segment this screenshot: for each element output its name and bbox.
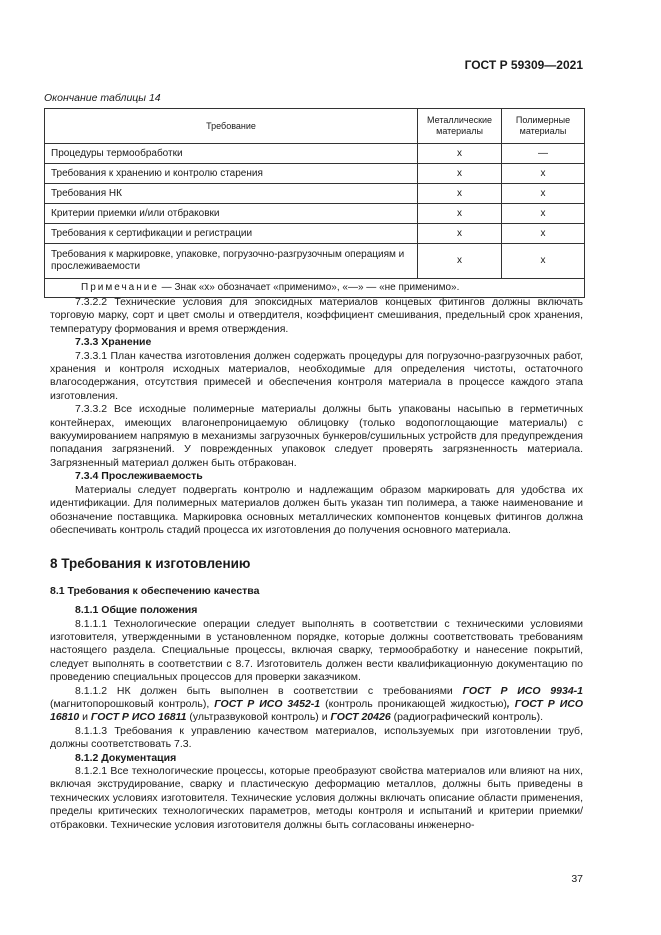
table-caption: Окончание таблицы 14 — [44, 92, 161, 104]
metal-cell: x — [418, 164, 502, 184]
column-header-metal: Металлические материалы — [418, 109, 502, 144]
text-run: (контроль проникающей жидкостью) — [320, 697, 507, 710]
standard-reference: , ГОСТ Р ИСО 16810 — [50, 697, 584, 724]
requirement-cell: Требования к хранению и контролю старения — [45, 164, 418, 184]
standard-reference: ГОСТ Р ИСО 3452-1 — [214, 697, 321, 710]
paragraph-7-3-4: Материалы следует подвергать контролю и надлежащим образом маркировать для удобства их идентификации. Для полимерных материалов должен быть указан тип полимера, а также наименование и обозначение поставщика. Маркировка основных металлических компонентов концевых фитингов должна обеспечивать контроль стадий процесса их изготовления до получения основного материала. — [50, 483, 583, 536]
column-header-polymer: Полимерные материалы — [502, 109, 585, 144]
paragraph-7-3-2-2: 7.3.2.2 Технические условия для эпоксидных материалов концевых фитингов должны включать торговую марку, сорт и цвет смолы и отвердителя, коэффициент смешивания, предельный срок хранения, температуру формования и время отверждения. — [50, 296, 583, 335]
section-heading-8: 8 Требования к изготовлению — [50, 556, 251, 572]
note-label: Примечание — [81, 282, 159, 293]
text-run: и — [79, 711, 91, 724]
requirement-cell: Процедуры термообработки — [45, 144, 418, 164]
table-note — [45, 279, 585, 298]
requirements-table — [44, 108, 585, 298]
paragraph-7-3-3-2: 7.3.3.2 Все исходные полимерные материалы должны быть упакованы насыпью в герметичных контейнерах, имеющих влагонепроницаемую облицовку (только водопоглощающие материалы) с вакуумированием напрямую в механизмы загрузочных бункеров/сушильных устройств для предупреждения попадания загрязнений. У поврежденных упаковок следует проверять загрязненность материала. Загрязненный материал должен быть отбракован. — [50, 403, 583, 469]
table-note-row — [45, 279, 585, 298]
heading-8-1: 8.1 Требования к обеспечению качества — [50, 584, 260, 597]
metal-cell: x — [418, 244, 502, 279]
text-run: (ультразвуковой контроль) и — [186, 711, 331, 724]
table-row — [45, 224, 585, 244]
requirement-cell: Критерии приемки и/или отбраковки — [45, 204, 418, 224]
table-row — [45, 164, 585, 184]
table-row — [45, 184, 585, 204]
requirement-cell: Требования к маркировке, упаковке, погрузочно-разгрузочным операциям и прослеживаемости — [45, 244, 418, 279]
requirement-cell: Требования к сертификации и регистрации — [45, 224, 418, 244]
paragraph-8-1-1-2 — [50, 685, 583, 725]
polymer-cell: x — [502, 244, 585, 279]
metal-cell: x — [418, 184, 502, 204]
paragraph-7-3-3-1: 7.3.3.1 План качества изготовления должен содержать процедуры для погрузочно-разгрузочных работ, хранения и контроля исходных материалов, необходимые для определения чистоты, остаточного влагосодержания, отсутствия примесей и обеспечения контроля материала в процессе каждого этапа изготовления. — [50, 349, 583, 402]
heading-8-1-2: 8.1.2 Документация — [75, 751, 177, 764]
requirement-cell: Требования НК — [45, 184, 418, 204]
paragraph-8-1-1-3: 8.1.1.3 Требования к управлению качеством материалов, используемых при изготовлении труб, должны соответствовать 7.3. — [50, 724, 583, 751]
document-code: ГОСТ Р 59309—2021 — [464, 58, 583, 72]
note-text: — Знак «x» обозначает «применимо», «—» — «не применимо». — [158, 282, 460, 293]
table-row — [45, 244, 585, 279]
text-run: (магнитопорошковый контроль), — [50, 697, 215, 710]
body-text — [50, 296, 583, 832]
polymer-cell: — — [502, 144, 585, 164]
polymer-cell: x — [502, 164, 585, 184]
table-header-row — [45, 109, 585, 144]
paragraph-8-1-2-1: 8.1.2.1 Все технологические процессы, которые преобразуют свойства материалов или влияют на них, включая экструдирование, сварку и пластическую деформацию металлов, должны быть приведены в технических условиях изготовителя. Технические условия должны включать описание области применения, пределы критических технологических параметров, методы контроля и испытаний и критерии приемки/отбраковки. Технические условия изготовителя должны быть согласованы инженерно- — [50, 765, 583, 831]
heading-7-3-3: 7.3.3 Хранение — [75, 336, 152, 349]
metal-cell: x — [418, 224, 502, 244]
standard-reference: ГОСТ Р ИСО 9934-1 — [462, 684, 583, 697]
paragraph-8-1-1-1: 8.1.1.1 Технологические операции следует выполнять в соответствии с техническими условиями изготовителя, утвержденными в установленном порядке, которые должны соответствовать требованиям настоящего раздела. Специальные процессы, включая сварку, термообработку и нанесение покрытий, следует выполнять в соответствии с 8.7. Изготовитель должен вести квалификационную документацию по проведению специальных процессов для проверки заказчиком. — [50, 617, 583, 684]
polymer-cell: x — [502, 184, 585, 204]
table-row — [45, 204, 585, 224]
metal-cell: x — [418, 204, 502, 224]
standard-reference: ГОСТ Р ИСО 16811 — [90, 711, 187, 724]
text-run: 8.1.1.2 НК должен быть выполнен в соответствии с требованиями — [75, 684, 463, 697]
standard-reference: ГОСТ 20426 — [330, 711, 391, 724]
metal-cell: x — [418, 144, 502, 164]
polymer-cell: x — [502, 204, 585, 224]
page-number: 37 — [571, 873, 583, 885]
table-row — [45, 144, 585, 164]
column-header-requirement: Требование — [45, 109, 418, 144]
heading-7-3-4: 7.3.4 Прослеживаемость — [75, 470, 203, 483]
polymer-cell: x — [502, 224, 585, 244]
text-run: (радиографический контроль). — [390, 711, 544, 724]
heading-8-1-1: 8.1.1 Общие положения — [75, 604, 198, 617]
